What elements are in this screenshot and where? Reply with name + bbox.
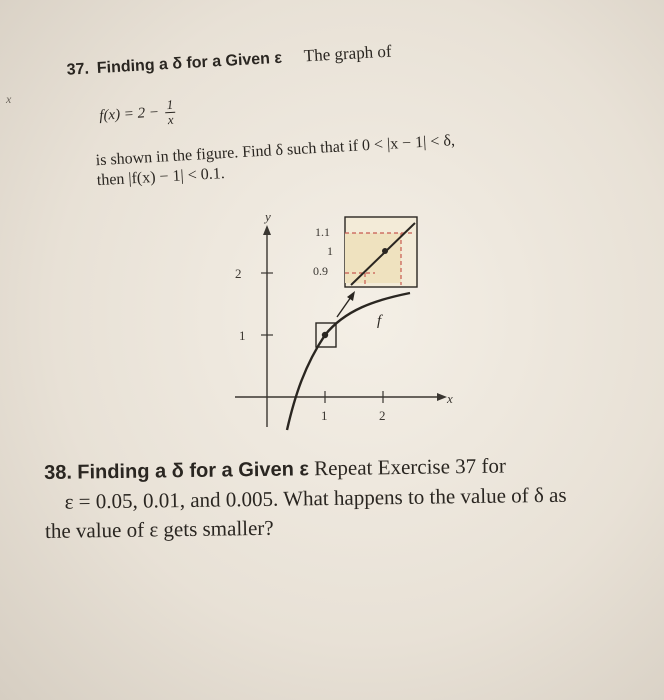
inset-label-1-1: 1.1 [315,225,330,239]
formula-fraction [164,98,176,127]
exercise-text-line-1: is shown in the figure. Find δ such that if 0 < |x − 1| < δ, [95,132,456,170]
x-axis-label: x [447,391,453,406]
exercise-number: 38. [44,461,73,484]
formula-lhs: f(x) = 2 − [98,104,160,124]
exercise-text-line-2: then |f(x) − 1| < 0.1. [96,165,226,190]
point-1-1 [322,332,328,338]
exercise-37 [60,0,639,190]
x-axis-arrow [437,393,447,401]
zoom-arrow-head [347,291,355,301]
fraction-numerator: 1 [164,98,175,113]
inset-label-0-9: 0.9 [313,264,328,278]
exercise-37-header [66,42,392,80]
exercise-38-line-2: ε = 0.05, 0.01, and 0.005. What happens to the value of δ as [64,482,567,514]
function-curve [287,293,410,430]
y-tick-label-1: 1 [239,328,246,343]
curve-label: f [377,313,382,329]
exercise-title: Finding a δ for a Given ε [96,49,283,77]
inset-label-1: 1 [327,244,333,258]
inset-highlight-region [345,233,401,283]
y-tick-label-2: 2 [235,266,242,281]
exercise-38-line-3: the value of ε gets smaller? [44,515,274,543]
x-tick-label-2: 2 [379,408,386,423]
exercise-title: Finding a δ for a Given ε [77,458,310,484]
y-axis-arrow [263,225,271,235]
exercise-number: 37. [66,60,90,79]
exercise-38-text-1: Repeat Exercise 37 for [313,453,507,481]
fraction-denominator: x [167,111,174,127]
margin-mark: x [6,92,12,106]
x-tick-label-1: 1 [321,408,328,423]
exercise-lead-text: The graph of [303,41,393,66]
function-formula [99,98,177,130]
function-graph-figure [225,205,465,435]
y-axis-label: y [265,209,271,224]
inset-point [382,248,388,254]
exercise-38 [44,449,664,546]
